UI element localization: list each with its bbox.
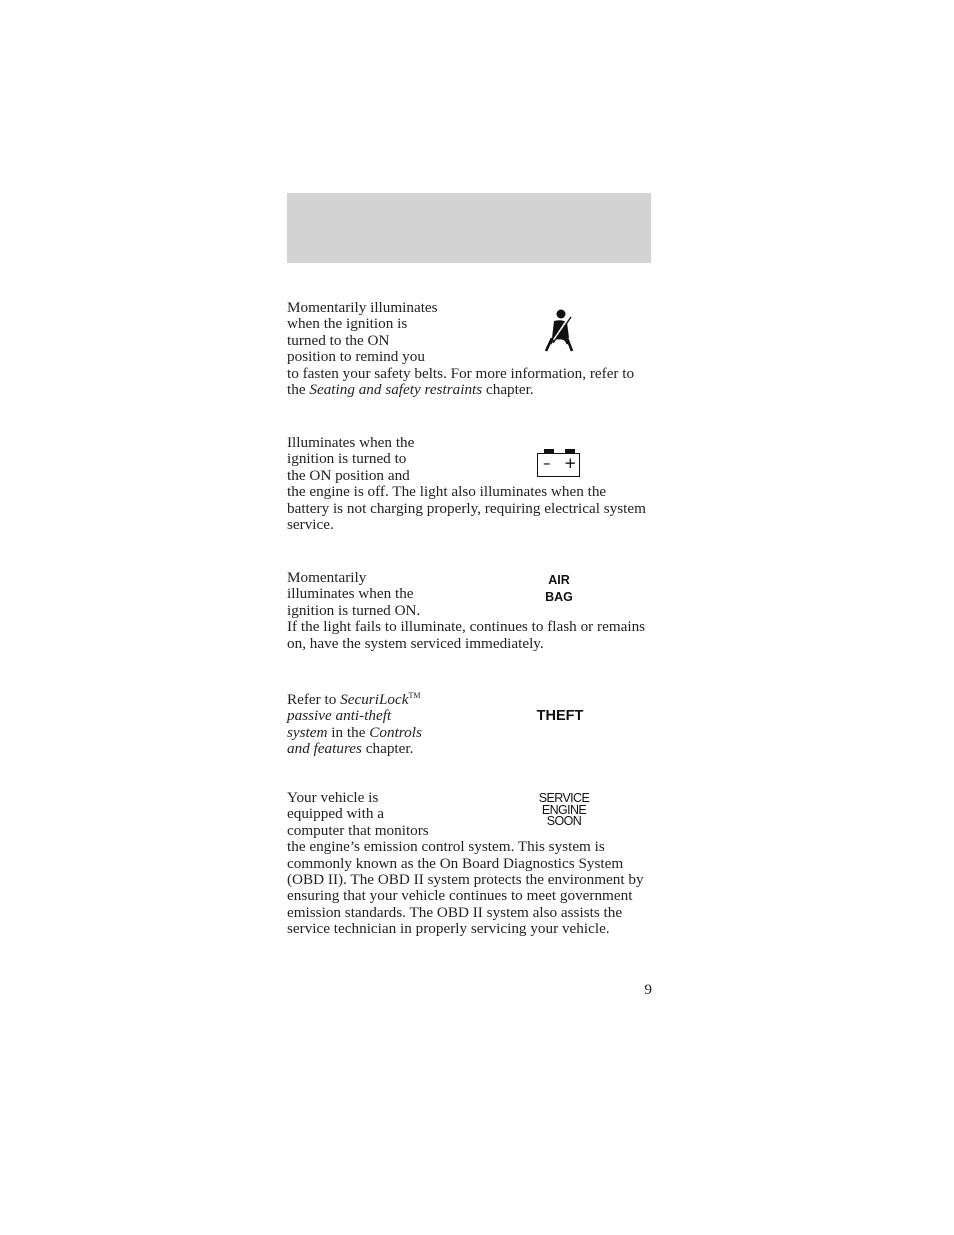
trademark-mark: TM [408, 691, 421, 700]
lamp-text-line: ENGINE [541, 802, 587, 817]
text-run: chapter. [482, 381, 534, 399]
text-line: position to remind you [287, 348, 425, 366]
securilock-name: SecuriLock [340, 691, 409, 709]
text-line: Momentarily illuminates [287, 299, 438, 316]
text-line [287, 725, 652, 741]
lamp-text-line: SERVICE [538, 791, 590, 805]
service-engine-description [287, 790, 652, 938]
lamp-text-line: BAG [545, 590, 573, 604]
text-run: to fasten your safety belts. For more information, refer to the [287, 364, 635, 399]
theft-lamp: THEFT [536, 708, 584, 724]
page-number: 9 [644, 981, 652, 998]
text-run: and features [287, 740, 362, 758]
airbag-paragraph: If the light fails to illuminate, continues to flash or remains on, have the system serviced immediately. [287, 618, 646, 652]
text-line: Momentarily [287, 569, 367, 586]
seatbelt-icon [540, 308, 578, 354]
text-run: in the [327, 723, 370, 741]
airbag-description [287, 570, 652, 652]
text-line: when the ignition is [287, 315, 408, 333]
text-run: Controls [369, 723, 422, 741]
charging-paragraph: the engine is off. The light also illuminates when the battery is not charging properly, requiring electrical system service. [287, 483, 646, 534]
text-line [287, 741, 652, 757]
text-line: computer that monitors [287, 821, 429, 839]
text-line: turned to the ON [287, 331, 390, 349]
airbag-lamp [538, 572, 580, 606]
plus-sign: + [564, 454, 577, 472]
minus-sign: – [543, 454, 551, 472]
text-run: system [287, 723, 328, 741]
text-line: equipped with a [287, 805, 385, 823]
service-engine-soon-lamp [532, 793, 596, 828]
text-line [287, 708, 652, 724]
theft-description [287, 688, 652, 758]
section-header-band [287, 193, 651, 263]
text-line: the ON position and [287, 466, 410, 484]
text-run: passive anti-theft [287, 707, 392, 725]
text-line: ignition is turned to [287, 450, 407, 468]
seatbelt-description [287, 300, 652, 398]
seatbelt-paragraph [287, 366, 652, 399]
battery-icon [537, 449, 583, 479]
chapter-reference: Seating and safety restraints [309, 381, 483, 399]
text-line: illuminates when the [287, 585, 414, 603]
lamp-text-line: SOON [546, 814, 582, 828]
lamp-text-line: AIR [548, 573, 570, 587]
text-run: Refer to [287, 691, 341, 709]
text-line [287, 688, 652, 708]
text-line: ignition is turned ON. [287, 601, 421, 619]
text-line: Illuminates when the [287, 434, 415, 451]
service-engine-paragraph: the engine’s emission control system. This system is commonly known as the On Board Diagnostics System (OBD II). The OBD II system protects the environment by ensuring that your vehicle continues to meet government emission standards. The OBD II system also assists the service technician in properly servicing your vehicle. [287, 838, 644, 938]
text-run: chapter. [361, 740, 414, 758]
charging-description [287, 435, 652, 533]
text-line: Your vehicle is [287, 789, 379, 806]
